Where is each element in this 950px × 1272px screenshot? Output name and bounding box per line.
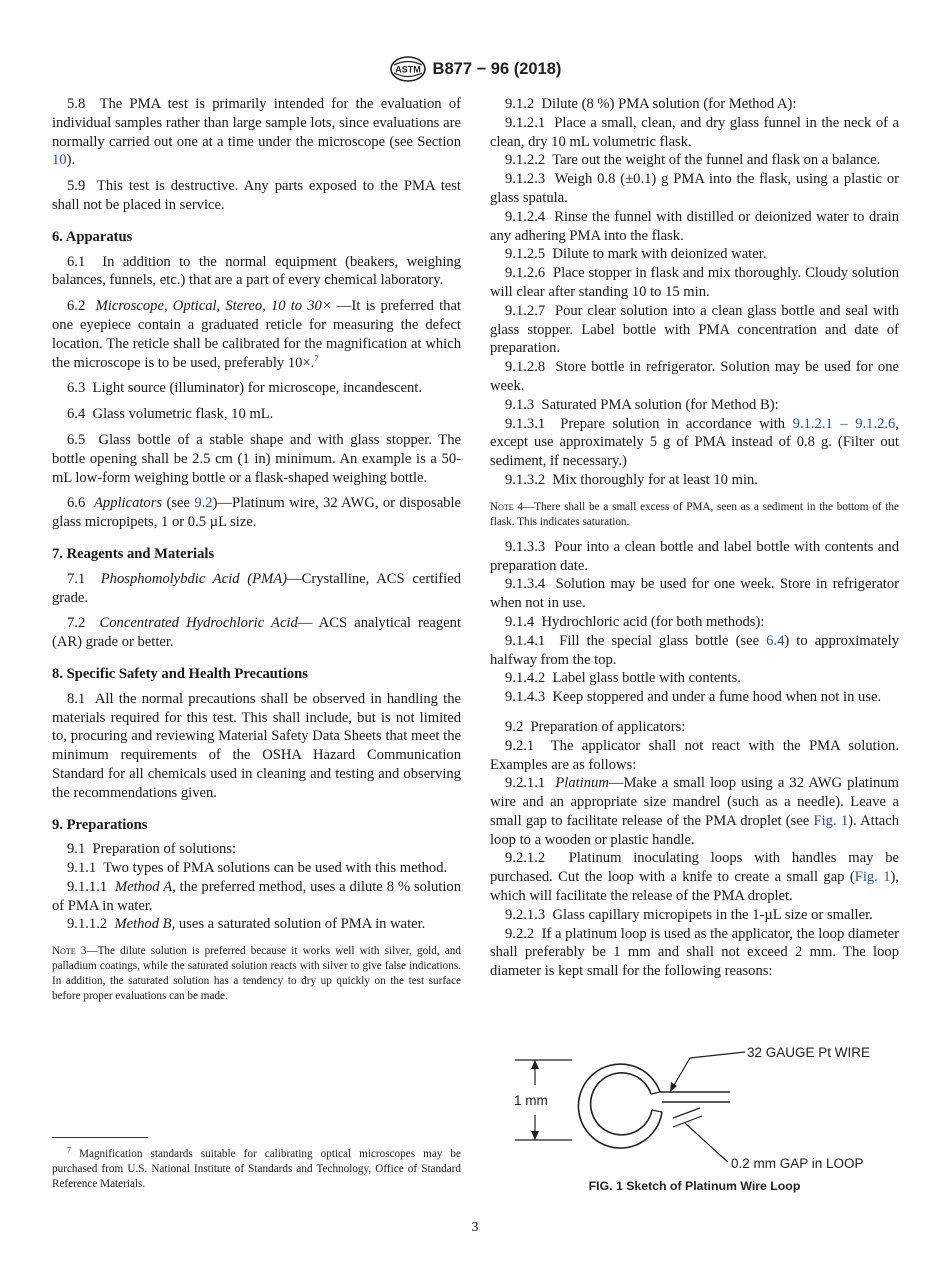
para-9-1-2: 9.1.2 Dilute (8 %) PMA solution (for Method A):	[505, 96, 797, 112]
label-diameter: 1 mm	[514, 1093, 548, 1108]
para-9-1-1-2: 9.1.1.2 Method B, uses a saturated solution of PMA in water.	[67, 916, 426, 933]
para-9-2-1-2: 9.2.1.2 Platinum inoculating loops with handles may be purchased. Cut the loop with a knife to create a small gap (Fig. 1), which will facilitate the release of the PMA droplet.	[490, 850, 900, 905]
page-header	[0, 56, 950, 82]
para-9-2-1: 9.2.1 The applicator shall not react with the PMA solution. Examples are as follows:	[490, 737, 899, 773]
para-9-1-2-5: 9.1.2.5 Dilute to mark with deionized water.	[505, 246, 767, 263]
para-9-1-4: 9.1.4 Hydrochloric acid (for both methods):	[505, 613, 765, 630]
standard-number: B877 − 96 (2018)	[432, 59, 562, 78]
para-7-1: 7.1 Phosphomolybdic Acid (PMA)—Crystalline, ACS certified grade.	[52, 570, 461, 606]
astm-logo-icon	[389, 56, 427, 82]
loop-inner-arc	[591, 1073, 652, 1135]
para-9-1-2-6: 9.1.2.6 Place stopper in flask and mix thoroughly. Cloudy solution will clear after standing 10 to 15 min.	[490, 265, 899, 300]
platinum-wire-loop-diagram	[490, 1030, 899, 1180]
leader-wire	[670, 1052, 745, 1092]
footnote-ref-7: 7	[314, 353, 319, 363]
heading-safety: 8. Specific Safety and Health Precautions	[52, 665, 308, 682]
footnote-7: $^7$ Magnification standards suitable for calibrating optical microscopes may be purchased from U.S. National Institute of Standards and Technology, Office of Standard Reference Materials.	[52, 1145, 461, 1190]
para-9-1-3: 9.1.3 Saturated PMA solution (for Method B):	[505, 396, 779, 413]
para-9-1-1-1: 9.1.1.1 Method A, the preferred method, uses a dilute 8 % solution of PMA in water.	[52, 878, 462, 914]
para-5-8: 5.8 The PMA test is primarily intended for the evaluation of individual samples rather than large sample lots, since evaluations are normally carried out one at a time under the microscope (see Section 10).	[52, 96, 461, 169]
para-5-9: 5.9 This test is destructive. Any parts exposed to the PMA test shall not be placed in service.	[52, 178, 461, 213]
heading-preparations: 9. Preparations	[52, 816, 148, 833]
para-9-2: 9.2 Preparation of applicators:	[505, 718, 686, 735]
para-9-1-2-7: 9.1.2.7 Pour clear solution into a clean glass bottle and seal with glass stopper. Label bottle with PMA concentration and date of preparation.	[490, 302, 900, 357]
para-6-4: 6.4 Glass volumetric flask, 10 mL.	[67, 406, 274, 423]
note-4: Note 4—There shall be a small excess of PMA, seen as a sediment in the bottom of the flask. This indicates saturation.	[490, 500, 899, 528]
para-9-1-2-1: 9.1.2.1 Place a small, clean, and dry glass funnel in the neck of a clean, dry 10 mL volumetric flask.	[490, 114, 900, 150]
para-9-2-1-1: 9.2.1.1 Platinum—Make a small loop using a 32 AWG platinum wire and an appropriate size mandrel (such as a needle). Leave a small gap to facilitate release of the PMA droplet (see Fig. 1). Attach loop to a wooden or plastic handle.	[490, 775, 900, 848]
gap-end	[652, 1110, 662, 1112]
page-number: 3	[471, 1220, 479, 1235]
link-9-1-2-1[interactable]: 9.1.2.1 – 9.1.2.6	[792, 415, 896, 432]
para-9-1-3-3: 9.1.3.3 Pour into a clean bottle and label bottle with contents and preparation date.	[490, 538, 900, 574]
para-9-1-4-3: 9.1.4.3 Keep stoppered and under a fume hood when not in use.	[505, 689, 882, 706]
para-9-1-2-8: 9.1.2.8 Store bottle in refrigerator. Solution may be used for one week.	[490, 359, 900, 394]
para-8-1: 8.1 All the normal precautions shall be observed in handling the materials required for this test. This shall include, but is not limited to, procuring and reviewing Material Safety Data Sheets that meet the minimum requirements of the OSHA Hazard Communication Standard for all chemicals used in cleaning and testing and observing the recommendations given.	[52, 690, 461, 801]
para-9-1-3-1: 9.1.3.1 Prepare solution in accordance with 9.1.2.1 – 9.1.2.6, except use approximately 5 g of PMA instead of 0.8 g. (Filter out sediment, if necessary.)	[490, 415, 899, 470]
para-6-1: 6.1 In addition to the normal equipment (beakers, weighing balances, funnels, etc.) that are a part of every chemical laboratory.	[52, 253, 461, 289]
left-column	[52, 95, 461, 1012]
para-9-1-2-2: 9.1.2.2 Tare out the weight of the funnel and flask on a balance.	[505, 152, 881, 169]
para-6-2: 6.2 Microscope, Optical, Stereo, 10 to 30× —It is preferred that one eyepiece contain a graduated reticle for measuring the defect location. The reticle shall be calibrated for the magnification at which the microscope is to be used, preferably 10×.$^7$	[52, 298, 462, 371]
right-column	[490, 95, 899, 981]
figure-1	[490, 1030, 899, 1200]
para-6-3: 6.3 Light source (illuminator) for microscope, incandescent.	[67, 380, 423, 397]
wire-join	[651, 1092, 660, 1094]
para-9-1-4-1: 9.1.4.1 Fill the special glass bottle (see 6.4) to approximately halfway from the top.	[490, 632, 899, 668]
leader-wire-arrowhead	[670, 1082, 677, 1092]
astm-logo-text: ASTM	[394, 64, 421, 75]
link-fig-1[interactable]: Fig. 1	[813, 812, 849, 829]
para-9-1: 9.1 Preparation of solutions:	[67, 841, 237, 858]
link-6-4[interactable]: 6.4	[766, 632, 785, 649]
note-3: Note 3—The dilute solution is preferred because it works well with silver, gold, and palladium coatings, while the saturated solution reacts with silver to give false indications. In addition, the saturated solution has a tendency to dry up quickly on the test surface before proper evaluations can be made.	[52, 945, 461, 1003]
heading-apparatus: 6. Apparatus	[52, 228, 133, 245]
label-wire: 32 GAUGE Pt WIRE	[747, 1045, 871, 1060]
heading-reagents: 7. Reagents and Materials	[52, 545, 215, 562]
leader-gap	[685, 1123, 728, 1162]
para-9-2-1-3: 9.2.1.3 Glass capillary micropipets in the 1-µL size or smaller.	[505, 906, 873, 923]
para-9-1-3-2: 9.1.3.2 Mix thoroughly for at least 10 min.	[505, 471, 758, 488]
para-6-6: 6.6 Applicators (see 9.2)—Platinum wire, 32 AWG, or disposable glass micropipets, 1 or 0.5 µL size.	[52, 495, 461, 531]
para-9-1-1: 9.1.1 Two types of PMA solutions can be used with this method.	[67, 860, 448, 877]
link-fig-1-b[interactable]: Fig. 1	[854, 869, 891, 886]
link-section-10[interactable]: 10	[52, 152, 67, 169]
link-9-2[interactable]: 9.2	[194, 495, 213, 512]
gap-mark-1	[673, 1108, 700, 1118]
dim-arrowhead-bottom	[531, 1131, 539, 1140]
dim-arrowhead-top	[531, 1060, 539, 1069]
para-9-2-2: 9.2.2 If a platinum loop is used as the applicator, the loop diameter shall preferably be 1 mm and shall not exceed 2 mm. The loop diameter is kept small for the following reasons:	[490, 925, 899, 980]
para-6-5: 6.5 Glass bottle of a stable shape and with glass stopper. The bottle opening shall be 2.5 cm (1 in) minimum. An example is a 50-mL low-form weighing bottle or a flask-shaped weighing bottle.	[52, 431, 461, 486]
para-7-2: 7.2 Concentrated Hydrochloric Acid— ACS analytical reagent (AR) grade or better.	[52, 615, 461, 651]
footnote-divider	[52, 1137, 148, 1138]
para-9-1-2-4: 9.1.2.4 Rinse the funnel with distilled or deionized water to drain any adhering PMA into the flask.	[490, 208, 899, 244]
para-9-1-3-4: 9.1.3.4 Solution may be used for one week. Store in refrigerator when not in use.	[490, 576, 900, 612]
para-9-1-4-2: 9.1.4.2 Label glass bottle with contents.	[505, 670, 741, 687]
figure-caption: FIG. 1 Sketch of Platinum Wire Loop	[588, 1179, 801, 1193]
label-gap: 0.2 mm GAP in LOOP	[731, 1156, 864, 1171]
para-9-1-2-3: 9.1.2.3 Weigh 0.8 (±0.1) g PMA into the flask, using a plastic or glass spatula.	[490, 171, 899, 206]
